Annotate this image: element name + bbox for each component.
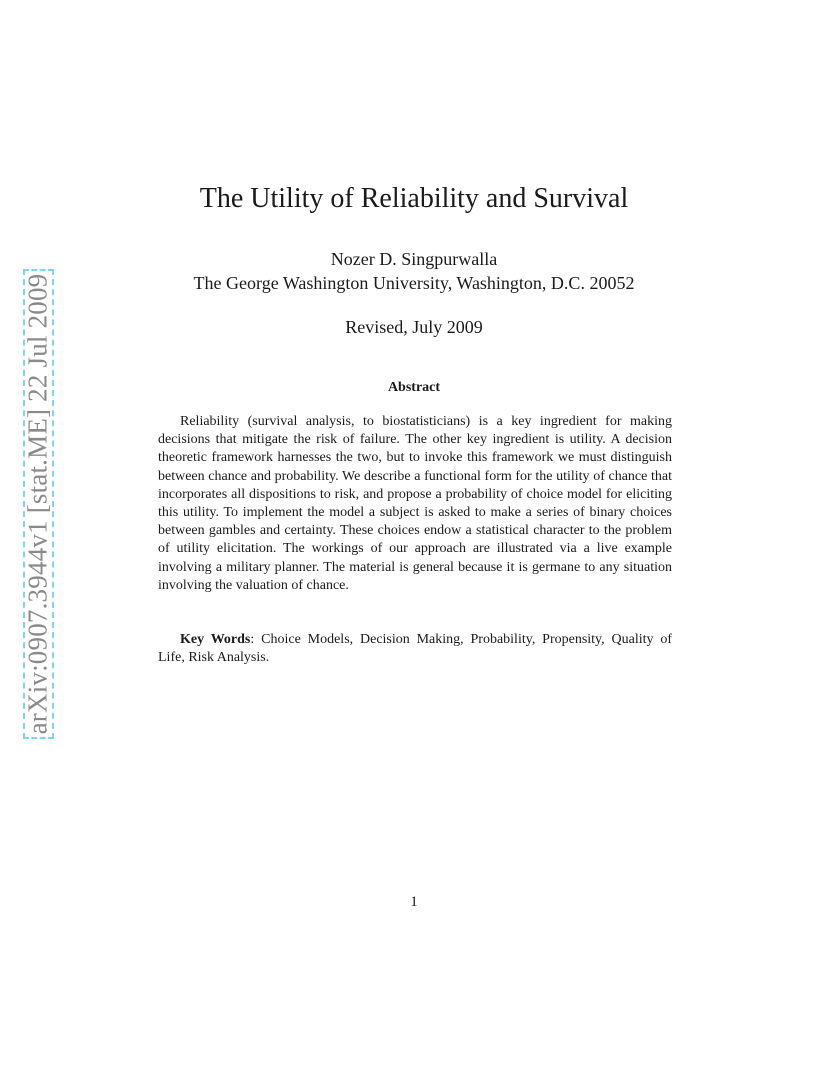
keywords-paragraph [158,631,672,667]
author-name: Nozer D. Singpurwalla [330,249,498,269]
keywords-text: Choice Models, Decision Making, Probability, Propensity, Quality of Life, Risk Analysis. [158,632,673,666]
keywords-separator: : [250,632,255,647]
abstract-body: Reliability (survival analysis, to biostatisticians) is a key ingredient for making decisions that mitigate the risk of failure. The other key ingredient is utility. A decision theoretic framework harnesses the two, but to invoke this framework we must distinguish between chance and probability. We describe a functional form for the utility of chance that incorporates all dispositions to risk, and propose a probability of choice model for eliciting this utility. To implement the model a subject is asked to make a series of binary choices between gambles and certainty. These choices endow a statistical character to the problem of utility elicitation. The workings of our approach are illustrated via a live example involving a military planner. The material is general because it is germane to any situation involving the valuation of chance. [158,414,672,593]
arxiv-identifier[interactable]: arXiv:0907.3944v1 [stat.ME] 22 Jul 2009 [22,273,53,735]
revision-date: Revised, July 2009 [345,317,483,337]
author-affiliation: The George Washington University, Washington, D.C. 20052 [193,273,635,293]
paper-title: The Utility of Reliability and Survival [199,183,629,214]
abstract-heading: Abstract [387,380,441,395]
page-number: 1 [410,894,418,910]
keywords-label: Key Words [180,632,251,647]
